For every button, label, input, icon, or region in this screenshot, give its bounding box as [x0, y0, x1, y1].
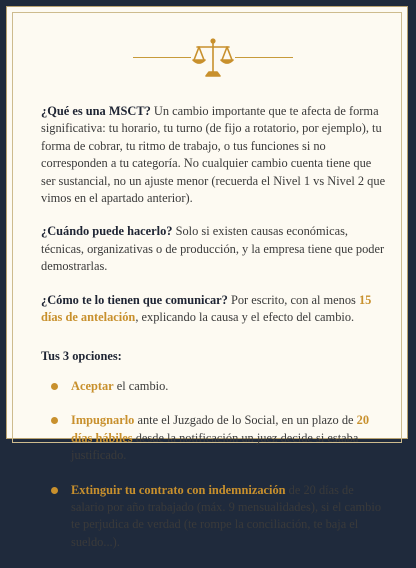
option-text: de 20 días de salario por año trabajado (máx. 9 mensualidades), si el cambio te perjudica de verdad (te rompe la conciliación, te baja el sueldo...). — [71, 482, 382, 549]
option-item-accept — [41, 378, 387, 395]
paragraph-msct — [41, 103, 387, 207]
option-highlight: 20 días hábiles — [71, 413, 370, 445]
answer-how-before: Por escrito, con al menos — [227, 292, 359, 307]
option-label: Impugnarlo — [71, 413, 135, 428]
bullet-icon — [51, 383, 58, 390]
scales-of-justice-icon — [191, 36, 235, 80]
ornament-rule-left — [133, 57, 191, 58]
option-text-after: desde la notificación un juez decide si estaba justificado. — [71, 430, 359, 463]
options-list — [41, 378, 387, 551]
option-text: el cambio. — [113, 378, 169, 393]
answer-how-after: , explicando la causa y el efecto del cambio. — [135, 310, 355, 325]
bullet-icon — [51, 417, 58, 424]
answer-msct: Un cambio importante que te afecta de forma significativa: tu horario, tu turno (de fijo a rotatorio, por ejemplo), tu forma de cobrar, tu ritmo de trabajo, o tus funciones si no corresponden a tu categoría. No cualquier cambio cuenta tiene que ser sustancial, no un ajuste menor (recuerda el Nivel 1 vs Nivel 2 que vimos en el apartado anterior). — [41, 104, 386, 206]
bullet-icon — [51, 487, 58, 494]
question-how: ¿Cómo te lo tienen que comunicar? — [41, 292, 228, 307]
option-text-before: ante el Juzgado de lo Social, en un plazo de — [134, 413, 357, 428]
card-content — [41, 103, 387, 568]
paragraph-how — [41, 292, 387, 327]
option-label: Extinguir tu contrato con indemnización — [71, 482, 286, 497]
info-card — [6, 6, 408, 549]
option-label: Aceptar — [71, 378, 114, 393]
header-ornament — [7, 33, 407, 85]
option-item-terminate — [41, 482, 387, 552]
question-when: ¿Cuándo puede hacerlo? — [41, 224, 173, 239]
option-item-challenge — [41, 412, 387, 464]
answer-how-highlight: 15 días de antelación — [41, 292, 372, 325]
paragraph-when — [41, 223, 387, 275]
ornament-rule-right — [235, 57, 293, 58]
question-msct: ¿Qué es una MSCT? — [41, 104, 151, 118]
answer-when: Solo si existen causas económicas, técnicas, organizativas o de producción, y la empresa tiene que poder demostrarlas. — [41, 224, 385, 274]
options-title: Tus 3 opciones: — [41, 349, 122, 364]
